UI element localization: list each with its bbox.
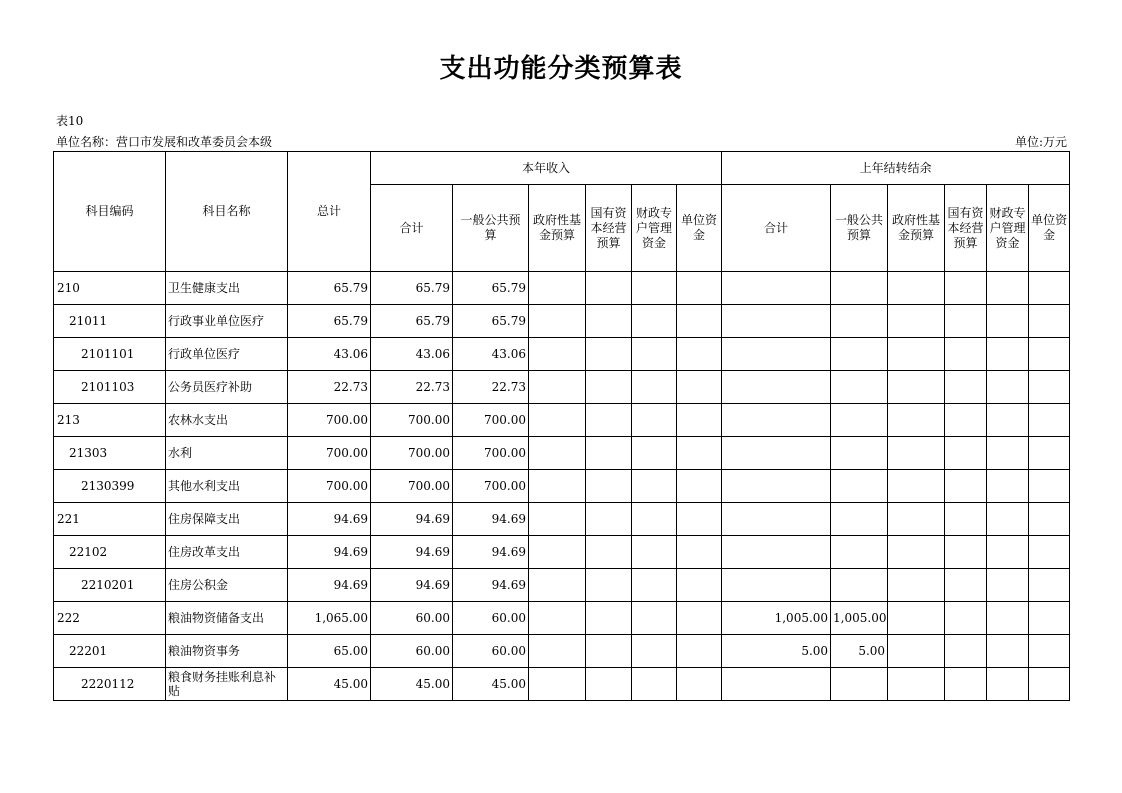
cell-c-unit [677,470,722,503]
cell-p-state [945,305,987,338]
subject-code: 222 [54,602,166,635]
cell-c-special [632,536,677,569]
table-row [54,437,1070,470]
cell-c-fund [529,602,586,635]
header-total: 总计 [288,152,371,272]
cell-p-unit [1029,437,1070,470]
cell-c-state [586,635,632,668]
header-carryover-total: 合计 [722,185,831,272]
cell-c-total: 45.00 [371,668,453,701]
cell-p-total [722,470,831,503]
cell-p-total [722,272,831,305]
cell-p-fund [888,635,945,668]
cell-total: 94.69 [288,569,371,602]
cell-c-general: 94.69 [453,569,529,602]
cell-c-special [632,503,677,536]
cell-c-total: 43.06 [371,338,453,371]
cell-c-fund [529,536,586,569]
header-current-special: 财政专户管理资金 [632,185,677,272]
subject-name: 住房公积金 [166,569,288,602]
cell-p-general [831,437,888,470]
cell-c-total: 700.00 [371,470,453,503]
cell-c-fund [529,635,586,668]
table-row [54,371,1070,404]
cell-c-total: 94.69 [371,536,453,569]
cell-c-special [632,305,677,338]
cell-total: 45.00 [288,668,371,701]
cell-c-fund [529,371,586,404]
cell-p-special [987,437,1029,470]
cell-p-special [987,536,1029,569]
cell-c-unit [677,635,722,668]
cell-c-general: 60.00 [453,602,529,635]
cell-p-unit [1029,602,1070,635]
cell-c-fund [529,437,586,470]
cell-p-special [987,602,1029,635]
subject-code: 2101101 [54,338,166,371]
cell-total: 65.79 [288,272,371,305]
subject-name: 粮油物资储备支出 [166,602,288,635]
header-group-carryover: 上年结转结余 [722,152,1070,185]
header-carryover-fund: 政府性基金预算 [888,185,945,272]
table-row [54,503,1070,536]
cell-p-state [945,371,987,404]
cell-p-unit [1029,668,1070,701]
cell-p-unit [1029,503,1070,536]
cell-c-state [586,371,632,404]
cell-c-special [632,272,677,305]
cell-p-unit [1029,536,1070,569]
header-carryover-general: 一般公共预算 [831,185,888,272]
cell-p-general [831,338,888,371]
header-current-state: 国有资本经营预算 [586,185,632,272]
subject-name: 粮食财务挂账利息补贴 [166,668,288,701]
cell-p-special [987,272,1029,305]
header-carryover-special: 财政专户管理资金 [987,185,1029,272]
cell-c-state [586,503,632,536]
cell-p-special [987,668,1029,701]
cell-p-unit [1029,569,1070,602]
cell-c-fund [529,569,586,602]
subject-name: 住房保障支出 [166,503,288,536]
cell-c-total: 65.79 [371,305,453,338]
cell-p-special [987,635,1029,668]
cell-c-total: 700.00 [371,404,453,437]
subject-code: 210 [54,272,166,305]
subject-code: 213 [54,404,166,437]
cell-p-fund [888,272,945,305]
cell-p-fund [888,602,945,635]
cell-c-unit [677,437,722,470]
header-group-current: 本年收入 [371,152,722,185]
cell-c-general: 45.00 [453,668,529,701]
subject-code: 2130399 [54,470,166,503]
header-carryover-unit: 单位资金 [1029,185,1070,272]
cell-p-general [831,272,888,305]
cell-p-general [831,668,888,701]
cell-p-unit [1029,272,1070,305]
unit-name: 单位名称：营口市发展和改革委员会本级 [56,135,273,149]
cell-c-total: 60.00 [371,635,453,668]
cell-p-state [945,668,987,701]
header-carryover-state: 国有资本经营预算 [945,185,987,272]
cell-p-unit [1029,470,1070,503]
cell-p-fund [888,404,945,437]
cell-c-general: 700.00 [453,404,529,437]
cell-p-special [987,470,1029,503]
cell-c-general: 94.69 [453,536,529,569]
cell-c-general: 65.79 [453,305,529,338]
subject-code: 21011 [54,305,166,338]
cell-c-total: 60.00 [371,602,453,635]
subject-name: 行政单位医疗 [166,338,288,371]
budget-table [53,151,1070,701]
cell-p-total: 5.00 [722,635,831,668]
header-current-unit: 单位资金 [677,185,722,272]
cell-total: 43.06 [288,338,371,371]
subject-name: 水利 [166,437,288,470]
cell-total: 65.79 [288,305,371,338]
cell-total: 700.00 [288,470,371,503]
cell-c-total: 94.69 [371,503,453,536]
cell-p-total [722,338,831,371]
subject-name: 其他水利支出 [166,470,288,503]
cell-c-special [632,569,677,602]
header-name: 科目名称 [166,152,288,272]
cell-p-special [987,371,1029,404]
table-row [54,338,1070,371]
cell-c-unit [677,371,722,404]
cell-p-fund [888,536,945,569]
cell-c-general: 700.00 [453,437,529,470]
cell-c-fund [529,272,586,305]
cell-c-total: 65.79 [371,272,453,305]
cell-total: 700.00 [288,404,371,437]
table-row [54,635,1070,668]
cell-c-total: 22.73 [371,371,453,404]
cell-total: 94.69 [288,536,371,569]
cell-p-general [831,404,888,437]
table-body [54,272,1070,701]
cell-c-unit [677,569,722,602]
cell-c-state [586,668,632,701]
cell-c-unit [677,536,722,569]
cell-total: 94.69 [288,503,371,536]
cell-p-general [831,536,888,569]
cell-p-fund [888,668,945,701]
cell-c-general: 43.06 [453,338,529,371]
table-row [54,602,1070,635]
table-row [54,668,1070,701]
cell-c-fund [529,668,586,701]
cell-p-general [831,503,888,536]
cell-c-fund [529,338,586,371]
cell-p-total [722,569,831,602]
cell-p-unit [1029,338,1070,371]
subject-name: 住房改革支出 [166,536,288,569]
cell-c-fund [529,503,586,536]
table-row [54,536,1070,569]
cell-total: 1,065.00 [288,602,371,635]
subject-name: 粮油物资事务 [166,635,288,668]
table-row [54,470,1070,503]
cell-p-state [945,437,987,470]
cell-c-fund [529,404,586,437]
cell-c-unit [677,338,722,371]
cell-p-total [722,437,831,470]
table-row [54,404,1070,437]
cell-p-general [831,371,888,404]
subject-code: 21303 [54,437,166,470]
cell-c-state [586,569,632,602]
cell-c-state [586,338,632,371]
subject-name: 农林水支出 [166,404,288,437]
cell-p-unit [1029,635,1070,668]
cell-total: 65.00 [288,635,371,668]
table-row [54,569,1070,602]
cell-c-state [586,470,632,503]
cell-c-total: 94.69 [371,569,453,602]
cell-p-general [831,569,888,602]
cell-p-state [945,338,987,371]
cell-p-total [722,305,831,338]
cell-p-total [722,371,831,404]
cell-p-general [831,305,888,338]
cell-c-general: 60.00 [453,635,529,668]
table-number: 表10 [56,114,84,128]
cell-c-general: 65.79 [453,272,529,305]
cell-c-unit [677,602,722,635]
cell-p-state [945,503,987,536]
cell-c-state [586,404,632,437]
cell-c-state [586,536,632,569]
cell-p-total [722,536,831,569]
cell-p-unit [1029,404,1070,437]
cell-p-special [987,404,1029,437]
header-code: 科目编码 [54,152,166,272]
cell-c-unit [677,404,722,437]
cell-p-fund [888,437,945,470]
header-current-fund: 政府性基金预算 [529,185,586,272]
cell-p-fund [888,338,945,371]
cell-c-special [632,371,677,404]
page-title: 支出功能分类预算表 [439,54,683,84]
cell-c-special [632,404,677,437]
cell-p-general [831,470,888,503]
header-current-general: 一般公共预算 [453,185,529,272]
cell-p-fund [888,503,945,536]
cell-c-unit [677,668,722,701]
cell-c-general: 94.69 [453,503,529,536]
cell-p-state [945,470,987,503]
cell-total: 700.00 [288,437,371,470]
subject-code: 22201 [54,635,166,668]
cell-total: 22.73 [288,371,371,404]
cell-c-unit [677,272,722,305]
cell-c-fund [529,305,586,338]
cell-c-state [586,602,632,635]
subject-name: 公务员医疗补助 [166,371,288,404]
cell-c-special [632,437,677,470]
cell-p-state [945,569,987,602]
cell-p-state [945,602,987,635]
cell-p-fund [888,305,945,338]
cell-p-fund [888,371,945,404]
cell-p-special [987,503,1029,536]
subject-code: 2220112 [54,668,166,701]
subject-name: 行政事业单位医疗 [166,305,288,338]
cell-p-state [945,272,987,305]
cell-c-total: 700.00 [371,437,453,470]
header-current-total: 合计 [371,185,453,272]
cell-p-total [722,404,831,437]
cell-c-state [586,437,632,470]
cell-c-general: 22.73 [453,371,529,404]
cell-p-state [945,536,987,569]
cell-p-general: 1,005.00 [831,602,888,635]
cell-p-special [987,338,1029,371]
cell-p-total [722,503,831,536]
cell-c-unit [677,305,722,338]
cell-c-general: 700.00 [453,470,529,503]
cell-c-special [632,602,677,635]
cell-c-fund [529,470,586,503]
cell-c-state [586,272,632,305]
table-row [54,272,1070,305]
cell-p-unit [1029,371,1070,404]
cell-p-fund [888,569,945,602]
cell-p-state [945,635,987,668]
cell-c-special [632,338,677,371]
subject-code: 22102 [54,536,166,569]
cell-c-special [632,635,677,668]
subject-code: 221 [54,503,166,536]
cell-p-fund [888,470,945,503]
cell-c-state [586,305,632,338]
subject-code: 2210201 [54,569,166,602]
cell-p-general: 5.00 [831,635,888,668]
subject-name: 卫生健康支出 [166,272,288,305]
cell-p-total [722,668,831,701]
cell-c-special [632,470,677,503]
cell-c-special [632,668,677,701]
cell-c-unit [677,503,722,536]
cell-p-total: 1,005.00 [722,602,831,635]
cell-p-special [987,569,1029,602]
cell-p-special [987,305,1029,338]
currency-unit: 单位:万元 [1014,135,1067,149]
subject-code: 2101103 [54,371,166,404]
table-row [54,305,1070,338]
cell-p-unit [1029,305,1070,338]
cell-p-state [945,404,987,437]
